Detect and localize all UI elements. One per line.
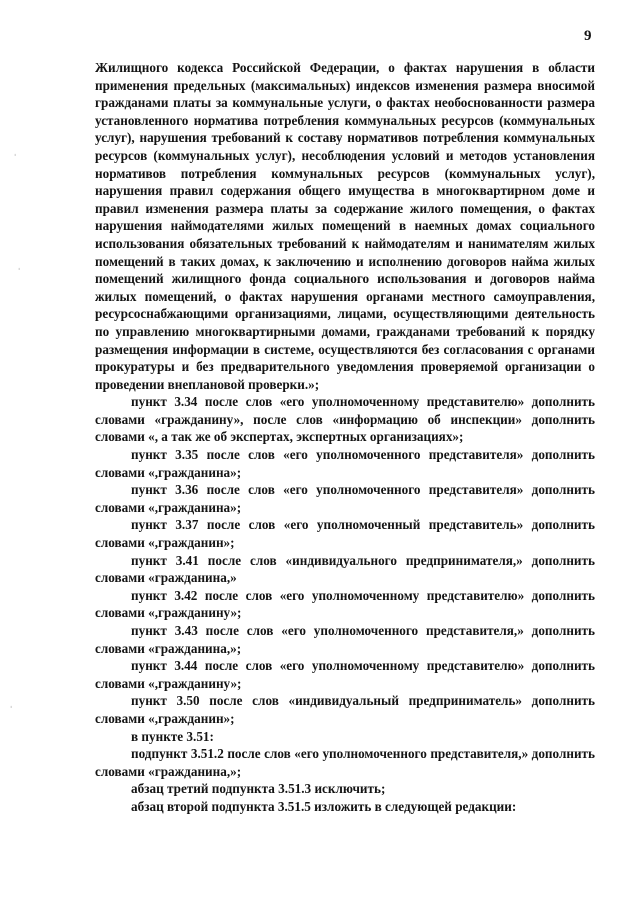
document-body [95, 59, 595, 816]
paragraph-item: пункт 3.36 после слов «его уполномоченного представителя» дополнить словами «,гражданина»; [95, 482, 595, 515]
page-number: 9 [584, 28, 592, 44]
paragraph-item: пункт 3.43 после слов «его уполномоченного представителя,» дополнить словами «гражданина,»; [95, 623, 595, 656]
paragraph-item: пункт 3.44 после слов «его уполномоченному представителю» дополнить словами «,гражданину»; [95, 658, 595, 691]
paragraph-item: пункт 3.42 после слов «его уполномоченному представителю» дополнить словами «,гражданину»; [95, 587, 595, 621]
scan-speck: ˌ [18, 262, 21, 271]
paragraph-continuation: Жилищного кодекса Российской Федерации, о фактах нарушения в области применения предельных (максимальных) индексов изменения размера вносимой гражданами платы за коммунальные услуги, о фактах необоснованности размера установленного норматива потребления коммунальных ресурсов (коммунальных услуг), нарушения требований к составу нормативов потребления коммунальных ресурсов (коммунальных услуг), несоблюдения условий и методов установления нормативов потребления коммунальных ресурсов (коммунальных услуг), нарушения правил содержания общего имущества в многоквартирном доме и правил изменения размера платы за содержание жилого помещения, о фактах нарушения наймодателями жилых помещений в наемных домах социального использования обязательных требований к наймодателям и нанимателям жилых помещений в таких домах, к заключению и исполнению договоров найма жилых помещений жилищного фонда социального использования и договоров найма жилых помещений, о фактах нарушения органами местного самоуправления, ресурсоснабжающими организациями, лицами, осуществляющими деятельность по управлению многоквартирными домами, гражданами требований к порядку размещения информации в системе, осуществляются без согласования с органами прокуратуры и без предварительного уведомления проверяемой организации о проведении внеплановой проверки.»; [95, 60, 595, 392]
scan-speck: ˌ [10, 700, 13, 709]
paragraph-item: в пункте 3.51: [131, 728, 214, 744]
paragraph-item: подпункт 3.51.2 после слов «его уполномоченного представителя,» дополнить словами «гражданина,»; [95, 746, 595, 779]
scan-speck: ˌ [14, 148, 17, 157]
paragraph-item: абзац второй подпункта 3.51.5 изложить в следующей редакции: [131, 798, 517, 814]
paragraph-item: пункт 3.37 после слов «его уполномоченный представитель» дополнить словами «,гражданин»; [95, 517, 595, 551]
paragraph-item: пункт 3.34 после слов «его уполномоченному представителю» дополнить словами «гражданину», после слов «информацию об инспекции» дополнить словами «, а так же об экспертах, экспертных организациях»; [95, 394, 595, 445]
paragraph-item: абзац третий подпункта 3.51.3 исключить; [131, 781, 386, 797]
paragraph-item: пункт 3.35 после слов «его уполномоченного представителя» дополнить словами «,гражданина»; [95, 447, 595, 480]
paragraph-item: пункт 3.50 после слов «индивидуальный предприниматель» дополнить словами «,гражданин»; [95, 693, 595, 726]
paragraph-item: пункт 3.41 после слов «индивидуального предпринимателя,» дополнить словами «гражданина,» [95, 552, 595, 586]
